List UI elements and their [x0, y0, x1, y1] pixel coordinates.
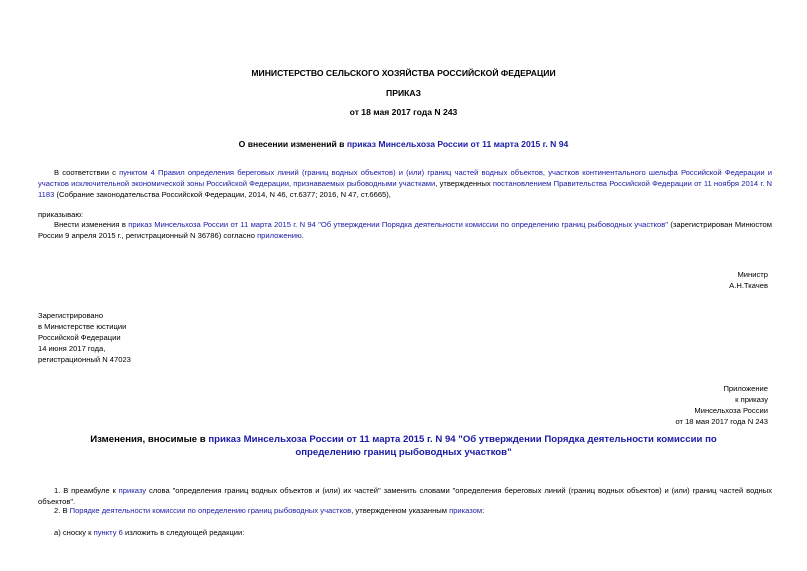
preamble-paragraph	[38, 167, 772, 200]
document-type: ПРИКАЗ	[386, 88, 421, 98]
appendix-line-1: Приложение	[723, 384, 768, 393]
item-2a-text-2: изложить в следующей редакции:	[122, 528, 245, 537]
order-text-1: Внести изменения в	[54, 220, 129, 229]
changes-title	[60, 433, 747, 459]
registration-line-4: 14 июня 2017 года,	[38, 344, 106, 353]
order-link[interactable]: приказом	[449, 506, 483, 515]
appendix-link[interactable]: приложению	[257, 231, 302, 240]
order-word: приказываю:	[38, 210, 84, 219]
item-1-text-2: слова "определения границ водных объектов и (или) их частей" заменить словами "определения береговых линий (границ водных объектов) и (или) границ частей водных объектов".	[38, 486, 773, 506]
signature-position: Министр	[737, 270, 768, 279]
registration-line-5: регистрационный N 47023	[38, 355, 131, 364]
title-order-link[interactable]: приказ Минсельхоза России от 11 марта 2015 г. N 94	[346, 139, 569, 149]
signature-block	[729, 269, 768, 291]
item-2-text-3: :	[482, 506, 485, 515]
order-paragraph	[38, 219, 772, 241]
item-2-text-2: , утвержденном указанным	[351, 506, 450, 515]
registration-block	[38, 310, 131, 365]
signature-name: А.Н.Ткачев	[729, 281, 768, 290]
order-94-link[interactable]: приказ Минсельхоза России от 11 марта 2015 г. N 94 "Об утверждении Порядка деятельности комиссии по определению границ рыбоводных участков"	[128, 220, 668, 229]
changes-order-94-link[interactable]: приказ Минсельхоза России от 11 марта 2015 г. N 94 "Об утверждении Порядка деятельности комиссии по определению границ рыбоводных участков"	[208, 434, 717, 458]
ministry-name: МИНИСТЕРСТВО СЕЛЬСКОГО ХОЗЯЙСТВА РОССИЙСКОЙ ФЕДЕРАЦИИ	[251, 68, 556, 78]
document-title	[0, 139, 807, 150]
preamble-order-link[interactable]: приказу	[118, 486, 147, 495]
order-text-2: (зарегистрирован Минюстом России 9 апреля 2015 г., регистрационный N 36786) согласно	[38, 220, 773, 240]
item-2a-text-1: а) сноску к	[54, 528, 94, 537]
item-2a-paragraph	[38, 527, 772, 538]
item-2-text-1: 2. В	[54, 506, 70, 515]
order-text-3: .	[301, 231, 304, 240]
registration-line-2: в Министерстве юстиции	[38, 322, 127, 331]
preamble-text-1: В соответствии с	[54, 168, 120, 177]
registration-line-3: Российской Федерации	[38, 333, 121, 342]
point-6-link[interactable]: пункту 6	[93, 528, 123, 537]
document-date-number: от 18 мая 2017 года N 243	[349, 107, 458, 117]
changes-title-text: Изменения, вносимые в	[90, 434, 209, 445]
appendix-line-3: Минсельхоза России	[694, 406, 768, 415]
item-1-paragraph	[38, 485, 772, 507]
procedure-link[interactable]: Порядке деятельности комиссии по определению границ рыбоводных участков	[69, 506, 352, 515]
document-title-text: О внесении изменений в	[238, 139, 347, 149]
item-2-paragraph	[38, 505, 772, 516]
appendix-line-2: к приказу	[735, 395, 768, 404]
appendix-block	[675, 383, 768, 427]
government-decree-link[interactable]: постановлением Правительства Российской Федерации от 11 ноября 2014 г. N 1183	[38, 179, 772, 199]
preamble-text-3: (Собрание законодательства Российской Федерации, 2014, N 46, ст.6377; 2016, N 47, ст.6665),	[54, 190, 391, 199]
registration-line-1: Зарегистрировано	[38, 311, 104, 320]
item-1-text-1: 1. В преамбуле к	[54, 486, 119, 495]
preamble-text-2: , утвержденных	[435, 179, 493, 188]
appendix-line-4: от 18 мая 2017 года N 243	[675, 417, 768, 426]
rules-point-4-link[interactable]: пунктом 4 Правил определения береговых линий (границ водных объектов) и (или) границ частей водных объектов, участков континентального шельфа Российской Федерации и участков исключительной экономической зоны Российской Федерации, признаваемых рыбоводными участками	[38, 168, 772, 188]
